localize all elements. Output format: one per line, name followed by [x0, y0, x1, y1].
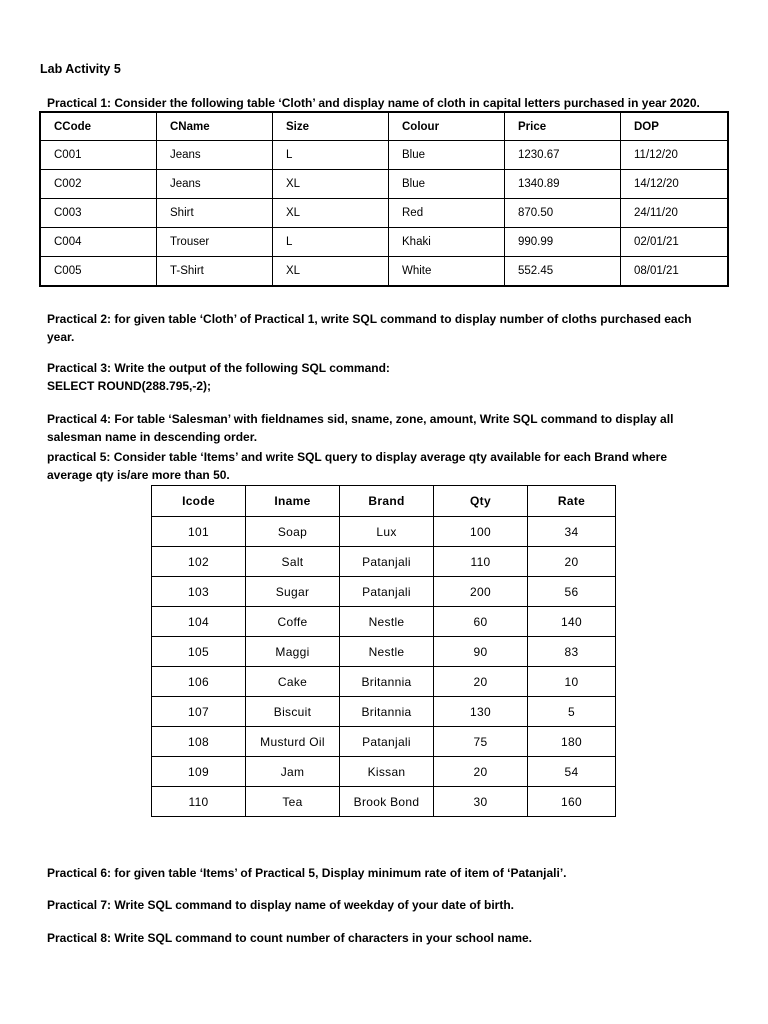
- table-row: [152, 517, 616, 547]
- table-cell: 20: [434, 757, 528, 787]
- table-cell: L: [273, 228, 389, 257]
- table-cell: Nestle: [340, 637, 434, 667]
- practical-7-text: Practical 7: Write SQL command to display name of weekday of your date of birth.: [47, 898, 514, 912]
- table-row: [152, 757, 616, 787]
- table-cell: Shirt: [157, 199, 273, 228]
- table-cell: Maggi: [246, 637, 340, 667]
- table-cell: Patanjali: [340, 577, 434, 607]
- practical-6-text: Practical 6: for given table ‘Items’ of Practical 5, Display minimum rate of item of ‘Patanjali’.: [47, 866, 567, 880]
- table-cell: 34: [528, 517, 616, 547]
- table-row: [152, 727, 616, 757]
- table-cell: Lux: [340, 517, 434, 547]
- column-header: CName: [157, 112, 273, 141]
- column-header: Iname: [246, 486, 340, 517]
- table-cell: 100: [434, 517, 528, 547]
- practical-3-text: Practical 3: Write the output of the following SQL command: SELECT ROUND(288.795,-2);: [47, 361, 390, 393]
- table-cell: 08/01/21: [621, 257, 729, 287]
- table-cell: C001: [40, 141, 157, 170]
- table-row: [40, 228, 728, 257]
- table-cell: 103: [152, 577, 246, 607]
- table-row: [152, 637, 616, 667]
- items-table: [151, 485, 616, 817]
- practical-2-text: Practical 2: for given table ‘Cloth’ of Practical 1, write SQL command to display number of cloths purchased each year.: [47, 312, 692, 344]
- table-cell: C003: [40, 199, 157, 228]
- table-cell: 14/12/20: [621, 170, 729, 199]
- table-row: [152, 547, 616, 577]
- table-cell: Blue: [389, 141, 505, 170]
- table-cell: 552.45: [505, 257, 621, 287]
- table-cell: 870.50: [505, 199, 621, 228]
- table-cell: C002: [40, 170, 157, 199]
- table-cell: XL: [273, 170, 389, 199]
- table-cell: 130: [434, 697, 528, 727]
- table-cell: Khaki: [389, 228, 505, 257]
- table-cell: XL: [273, 199, 389, 228]
- table-cell: Britannia: [340, 697, 434, 727]
- table-cell: Salt: [246, 547, 340, 577]
- column-header: Brand: [340, 486, 434, 517]
- table-cell: 5: [528, 697, 616, 727]
- table-row: [152, 607, 616, 637]
- column-header: DOP: [621, 112, 729, 141]
- table-cell: Cake: [246, 667, 340, 697]
- table-cell: White: [389, 257, 505, 287]
- table-cell: 105: [152, 637, 246, 667]
- table-cell: Biscuit: [246, 697, 340, 727]
- table-cell: Tea: [246, 787, 340, 817]
- table-cell: Britannia: [340, 667, 434, 697]
- column-header: Qty: [434, 486, 528, 517]
- table-cell: 110: [152, 787, 246, 817]
- table-cell: 200: [434, 577, 528, 607]
- table-cell: 110: [434, 547, 528, 577]
- table-cell: Sugar: [246, 577, 340, 607]
- table-row: [40, 257, 728, 287]
- table-row: [152, 787, 616, 817]
- items-table-header-row: [152, 486, 616, 517]
- table-cell: Nestle: [340, 607, 434, 637]
- table-cell: 20: [528, 547, 616, 577]
- table-cell: 108: [152, 727, 246, 757]
- table-cell: T-Shirt: [157, 257, 273, 287]
- table-cell: 56: [528, 577, 616, 607]
- table-cell: 02/01/21: [621, 228, 729, 257]
- table-cell: 30: [434, 787, 528, 817]
- table-cell: Red: [389, 199, 505, 228]
- table-cell: 160: [528, 787, 616, 817]
- table-cell: L: [273, 141, 389, 170]
- column-header: Size: [273, 112, 389, 141]
- table-row: [152, 667, 616, 697]
- table-row: [40, 199, 728, 228]
- table-cell: Patanjali: [340, 727, 434, 757]
- table-cell: 180: [528, 727, 616, 757]
- practical-8-text: Practical 8: Write SQL command to count number of characters in your school name.: [47, 931, 533, 945]
- column-header: CCode: [40, 112, 157, 141]
- cloth-table: [39, 111, 729, 287]
- table-cell: 11/12/20: [621, 141, 729, 170]
- column-header: Colour: [389, 112, 505, 141]
- table-cell: Kissan: [340, 757, 434, 787]
- table-row: [40, 141, 728, 170]
- table-cell: 107: [152, 697, 246, 727]
- column-header: Price: [505, 112, 621, 141]
- table-cell: 106: [152, 667, 246, 697]
- table-cell: 102: [152, 547, 246, 577]
- table-cell: C004: [40, 228, 157, 257]
- table-cell: Brook Bond: [340, 787, 434, 817]
- table-cell: 75: [434, 727, 528, 757]
- table-cell: Patanjali: [340, 547, 434, 577]
- table-cell: Coffe: [246, 607, 340, 637]
- page-title: Lab Activity 5: [40, 62, 121, 76]
- table-cell: 54: [528, 757, 616, 787]
- column-header: Icode: [152, 486, 246, 517]
- table-row: [40, 170, 728, 199]
- table-cell: 140: [528, 607, 616, 637]
- table-cell: 109: [152, 757, 246, 787]
- table-cell: Jeans: [157, 141, 273, 170]
- practical-5-text: practical 5: Consider table ‘Items’ and write SQL query to display average qty available for each Brand where average qty is/are more than 50.: [47, 450, 667, 482]
- table-row: [152, 697, 616, 727]
- table-cell: 104: [152, 607, 246, 637]
- table-cell: 60: [434, 607, 528, 637]
- table-cell: 24/11/20: [621, 199, 729, 228]
- table-cell: 101: [152, 517, 246, 547]
- table-cell: Trouser: [157, 228, 273, 257]
- table-cell: 10: [528, 667, 616, 697]
- practical-4-text: Practical 4: For table ‘Salesman’ with fieldnames sid, sname, zone, amount, Write SQL command to display all salesman name in descending order.: [47, 412, 674, 444]
- table-cell: Soap: [246, 517, 340, 547]
- table-cell: 990.99: [505, 228, 621, 257]
- cloth-table-header-row: [40, 112, 728, 141]
- table-cell: C005: [40, 257, 157, 287]
- table-cell: 1340.89: [505, 170, 621, 199]
- practical-1-text: Practical 1: Consider the following table ‘Cloth’ and display name of cloth in capital letters purchased in year 2020.: [47, 96, 700, 110]
- table-cell: 20: [434, 667, 528, 697]
- table-cell: Jam: [246, 757, 340, 787]
- table-row: [152, 577, 616, 607]
- table-cell: Musturd Oil: [246, 727, 340, 757]
- table-cell: 1230.67: [505, 141, 621, 170]
- table-cell: XL: [273, 257, 389, 287]
- table-cell: Jeans: [157, 170, 273, 199]
- table-cell: Blue: [389, 170, 505, 199]
- table-cell: 83: [528, 637, 616, 667]
- column-header: Rate: [528, 486, 616, 517]
- table-cell: 90: [434, 637, 528, 667]
